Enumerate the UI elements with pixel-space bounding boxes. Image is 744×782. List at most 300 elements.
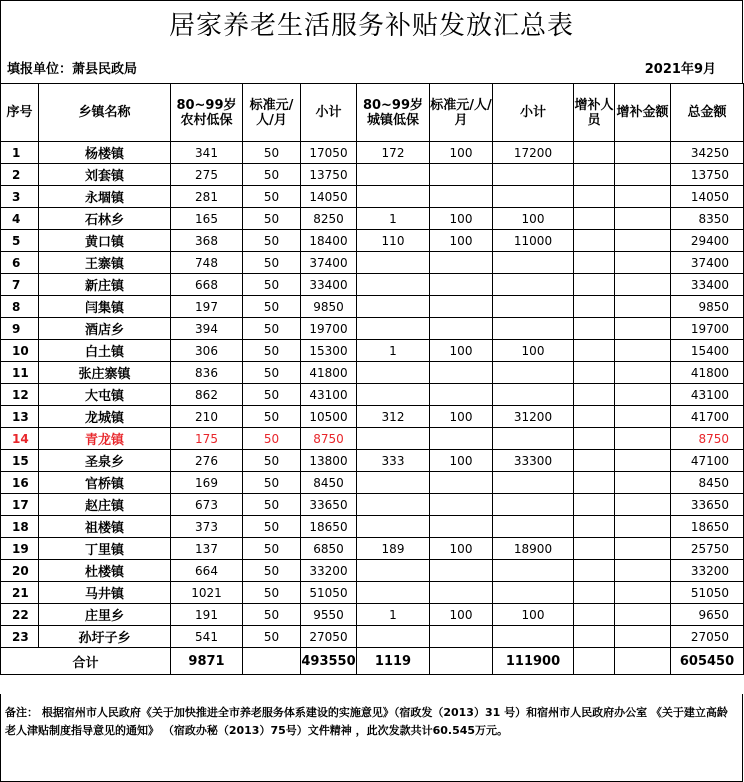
cell-rural-standard: 50	[243, 164, 301, 186]
cell-total: 41800	[671, 362, 744, 384]
cell-urban-subtotal: 100	[493, 340, 574, 362]
cell-rural-subtotal: 18650	[301, 516, 357, 538]
cell-urban-subtotal: 33300	[493, 450, 574, 472]
cell-total: 15400	[671, 340, 744, 362]
table-row	[1, 274, 744, 296]
cell-added-amount	[615, 582, 671, 604]
cell-added-people	[574, 208, 615, 230]
cell-urban-subtotal: 100	[493, 604, 574, 626]
table-row	[1, 164, 744, 186]
cell-total: 33400	[671, 274, 744, 296]
cell-urban-count: 1	[357, 340, 430, 362]
footnote: 备注： 根据宿州市人民政府《关于加快推进全市养老服务体系建设的实施意见》（宿政发（2013）31 号）和宿州市人民政府办公室 《关于建立高龄老人津贴制度指导意见的通知》 （宿政办秘（2013）75号）文件精神 ，此次发款共计60.545万元。	[0, 694, 743, 782]
cell-added-people	[574, 560, 615, 582]
cell-total: 29400	[671, 230, 744, 252]
cell-added-amount	[615, 318, 671, 340]
cell-rural-subtotal: 8750	[301, 428, 357, 450]
cell-added-amount	[615, 296, 671, 318]
cell-rural-subtotal: 18400	[301, 230, 357, 252]
table-row	[1, 230, 744, 252]
cell-total: 18650	[671, 516, 744, 538]
cell-total: 43100	[671, 384, 744, 406]
table-row	[1, 604, 744, 626]
cell-total: 9850	[671, 296, 744, 318]
table-row	[1, 252, 744, 274]
cell-seq: 8	[1, 296, 39, 318]
cell-added-amount	[615, 384, 671, 406]
cell-rural-subtotal: 17050	[301, 142, 357, 164]
cell-urban-subtotal	[493, 274, 574, 296]
cell-town: 丁里镇	[39, 538, 171, 560]
cell-urban-subtotal	[493, 582, 574, 604]
cell-rural-count: 373	[171, 516, 243, 538]
table-row	[1, 582, 744, 604]
cell-urban-standard	[430, 164, 493, 186]
cell-rural-subtotal: 9550	[301, 604, 357, 626]
cell-added-amount	[615, 142, 671, 164]
cell-rural-subtotal: 13750	[301, 164, 357, 186]
table-row	[1, 494, 744, 516]
cell-rural-subtotal: 8250	[301, 208, 357, 230]
cell-urban-count	[357, 274, 430, 296]
cell-rural-standard: 50	[243, 384, 301, 406]
cell-rural-subtotal: 33200	[301, 560, 357, 582]
cell-rural-subtotal: 27050	[301, 626, 357, 648]
cell-total: 8750	[671, 428, 744, 450]
cell-rural-standard: 50	[243, 428, 301, 450]
table-body	[1, 142, 744, 648]
cell-rural-subtotal: 14050	[301, 186, 357, 208]
cell-urban-standard	[430, 384, 493, 406]
cell-total: 37400	[671, 252, 744, 274]
total-urban-count: 1119	[357, 648, 430, 675]
cell-rural-subtotal: 6850	[301, 538, 357, 560]
cell-rural-standard: 50	[243, 142, 301, 164]
cell-urban-subtotal	[493, 516, 574, 538]
cell-urban-count	[357, 560, 430, 582]
table-row	[1, 142, 744, 164]
cell-rural-subtotal: 10500	[301, 406, 357, 428]
cell-rural-count: 175	[171, 428, 243, 450]
cell-town: 张庄寨镇	[39, 362, 171, 384]
cell-rural-subtotal: 9850	[301, 296, 357, 318]
cell-town: 酒店乡	[39, 318, 171, 340]
cell-seq: 22	[1, 604, 39, 626]
cell-total: 9650	[671, 604, 744, 626]
cell-added-amount	[615, 560, 671, 582]
cell-added-people	[574, 318, 615, 340]
table-row	[1, 516, 744, 538]
table-row	[1, 450, 744, 472]
cell-added-people	[574, 450, 615, 472]
cell-added-amount	[615, 340, 671, 362]
cell-urban-standard: 100	[430, 406, 493, 428]
total-urban-subtotal: 111900	[493, 648, 574, 675]
cell-rural-count: 276	[171, 450, 243, 472]
cell-town: 青龙镇	[39, 428, 171, 450]
cell-rural-standard: 50	[243, 186, 301, 208]
table-row	[1, 406, 744, 428]
cell-town: 黄口镇	[39, 230, 171, 252]
header-rural-standard: 标准元/人/月	[243, 84, 301, 142]
cell-rural-standard: 50	[243, 274, 301, 296]
cell-total: 33200	[671, 560, 744, 582]
cell-seq: 18	[1, 516, 39, 538]
cell-added-amount	[615, 604, 671, 626]
cell-urban-subtotal: 11000	[493, 230, 574, 252]
cell-urban-count	[357, 516, 430, 538]
cell-rural-standard: 50	[243, 472, 301, 494]
cell-rural-count: 394	[171, 318, 243, 340]
cell-urban-count: 172	[357, 142, 430, 164]
cell-added-amount	[615, 274, 671, 296]
header-town: 乡镇名称	[39, 84, 171, 142]
cell-rural-standard: 50	[243, 252, 301, 274]
total-urban-standard	[430, 648, 493, 675]
cell-rural-standard: 50	[243, 208, 301, 230]
report-date: 2021年9月	[644, 62, 716, 77]
cell-total: 25750	[671, 538, 744, 560]
cell-town: 新庄镇	[39, 274, 171, 296]
cell-urban-standard	[430, 274, 493, 296]
cell-urban-standard	[430, 252, 493, 274]
cell-urban-subtotal	[493, 318, 574, 340]
cell-rural-subtotal: 8450	[301, 472, 357, 494]
reporting-unit: 填报单位：萧县民政局	[7, 62, 138, 77]
cell-urban-standard	[430, 186, 493, 208]
cell-added-people	[574, 164, 615, 186]
cell-rural-standard: 50	[243, 494, 301, 516]
subheader	[0, 50, 743, 83]
cell-urban-count: 1	[357, 208, 430, 230]
cell-urban-standard: 100	[430, 230, 493, 252]
cell-seq: 14	[1, 428, 39, 450]
cell-urban-count	[357, 318, 430, 340]
table-row	[1, 208, 744, 230]
table-row	[1, 186, 744, 208]
cell-urban-standard: 100	[430, 208, 493, 230]
cell-added-amount	[615, 538, 671, 560]
cell-total: 13750	[671, 164, 744, 186]
cell-town: 石林乡	[39, 208, 171, 230]
cell-town: 永堌镇	[39, 186, 171, 208]
table-row	[1, 362, 744, 384]
cell-added-people	[574, 428, 615, 450]
cell-rural-count: 275	[171, 164, 243, 186]
cell-urban-count: 312	[357, 406, 430, 428]
cell-added-people	[574, 384, 615, 406]
cell-rural-standard: 50	[243, 604, 301, 626]
cell-seq: 15	[1, 450, 39, 472]
cell-rural-count: 862	[171, 384, 243, 406]
cell-added-amount	[615, 450, 671, 472]
header-added-people: 增补人员	[574, 84, 615, 142]
table-row	[1, 626, 744, 648]
cell-seq: 9	[1, 318, 39, 340]
cell-urban-count	[357, 362, 430, 384]
cell-rural-count: 169	[171, 472, 243, 494]
cell-added-amount	[615, 208, 671, 230]
header-seq: 序号	[1, 84, 39, 142]
cell-urban-standard: 100	[430, 604, 493, 626]
cell-total: 33650	[671, 494, 744, 516]
cell-added-amount	[615, 516, 671, 538]
cell-urban-count	[357, 384, 430, 406]
cell-urban-standard: 100	[430, 538, 493, 560]
cell-added-amount	[615, 428, 671, 450]
table-row	[1, 384, 744, 406]
cell-seq: 1	[1, 142, 39, 164]
cell-added-people	[574, 582, 615, 604]
cell-added-people	[574, 406, 615, 428]
cell-seq: 12	[1, 384, 39, 406]
cell-seq: 11	[1, 362, 39, 384]
cell-rural-count: 137	[171, 538, 243, 560]
cell-added-amount	[615, 186, 671, 208]
cell-total: 41700	[671, 406, 744, 428]
cell-urban-standard: 100	[430, 450, 493, 472]
cell-rural-count: 281	[171, 186, 243, 208]
cell-seq: 19	[1, 538, 39, 560]
cell-rural-standard: 50	[243, 516, 301, 538]
header-row	[1, 84, 744, 142]
cell-seq: 17	[1, 494, 39, 516]
cell-rural-standard: 50	[243, 230, 301, 252]
cell-added-amount	[615, 252, 671, 274]
cell-rural-count: 210	[171, 406, 243, 428]
cell-urban-subtotal	[493, 560, 574, 582]
cell-added-people	[574, 296, 615, 318]
cell-rural-standard: 50	[243, 318, 301, 340]
cell-urban-count: 333	[357, 450, 430, 472]
cell-total: 14050	[671, 186, 744, 208]
table-row	[1, 296, 744, 318]
cell-urban-standard	[430, 428, 493, 450]
cell-rural-standard: 50	[243, 406, 301, 428]
cell-rural-standard: 50	[243, 538, 301, 560]
cell-urban-subtotal	[493, 494, 574, 516]
cell-seq: 21	[1, 582, 39, 604]
cell-urban-count	[357, 582, 430, 604]
cell-town: 闫集镇	[39, 296, 171, 318]
cell-added-people	[574, 186, 615, 208]
cell-town: 赵庄镇	[39, 494, 171, 516]
cell-seq: 4	[1, 208, 39, 230]
cell-rural-count: 836	[171, 362, 243, 384]
cell-added-amount	[615, 362, 671, 384]
cell-town: 杨楼镇	[39, 142, 171, 164]
cell-town: 龙城镇	[39, 406, 171, 428]
cell-urban-standard	[430, 560, 493, 582]
cell-rural-subtotal: 15300	[301, 340, 357, 362]
header-total: 总金额	[671, 84, 744, 142]
cell-seq: 10	[1, 340, 39, 362]
cell-urban-count	[357, 164, 430, 186]
cell-seq: 6	[1, 252, 39, 274]
cell-rural-count: 541	[171, 626, 243, 648]
cell-total: 34250	[671, 142, 744, 164]
cell-rural-subtotal: 33650	[301, 494, 357, 516]
cell-seq: 3	[1, 186, 39, 208]
summary-table	[0, 83, 744, 675]
cell-urban-standard	[430, 626, 493, 648]
cell-urban-subtotal: 100	[493, 208, 574, 230]
cell-added-people	[574, 538, 615, 560]
cell-urban-count: 189	[357, 538, 430, 560]
table-row	[1, 318, 744, 340]
cell-urban-standard	[430, 494, 493, 516]
header-rural-count: 80~99岁农村低保	[171, 84, 243, 142]
header-urban-standard: 标准元/人/月	[430, 84, 493, 142]
header-added-amount: 增补金额	[615, 84, 671, 142]
cell-urban-subtotal: 31200	[493, 406, 574, 428]
cell-rural-standard: 50	[243, 362, 301, 384]
cell-added-amount	[615, 406, 671, 428]
cell-urban-subtotal	[493, 186, 574, 208]
cell-rural-count: 1021	[171, 582, 243, 604]
total-total: 605450	[671, 648, 744, 675]
cell-added-amount	[615, 626, 671, 648]
cell-urban-subtotal: 17200	[493, 142, 574, 164]
cell-rural-subtotal: 37400	[301, 252, 357, 274]
cell-town: 白土镇	[39, 340, 171, 362]
cell-rural-subtotal: 13800	[301, 450, 357, 472]
cell-seq: 13	[1, 406, 39, 428]
cell-rural-count: 664	[171, 560, 243, 582]
cell-urban-count	[357, 626, 430, 648]
cell-rural-count: 748	[171, 252, 243, 274]
total-label: 合计	[1, 648, 171, 675]
cell-added-amount	[615, 230, 671, 252]
cell-rural-standard: 50	[243, 560, 301, 582]
table-row	[1, 428, 744, 450]
cell-rural-count: 197	[171, 296, 243, 318]
cell-seq: 7	[1, 274, 39, 296]
cell-rural-count: 191	[171, 604, 243, 626]
table-row	[1, 340, 744, 362]
cell-added-people	[574, 472, 615, 494]
cell-total: 8350	[671, 208, 744, 230]
cell-added-people	[574, 516, 615, 538]
cell-town: 圣泉乡	[39, 450, 171, 472]
cell-seq: 16	[1, 472, 39, 494]
cell-urban-standard	[430, 362, 493, 384]
table-row	[1, 560, 744, 582]
cell-total: 27050	[671, 626, 744, 648]
cell-urban-subtotal	[493, 428, 574, 450]
cell-town: 马井镇	[39, 582, 171, 604]
cell-rural-count: 368	[171, 230, 243, 252]
cell-added-people	[574, 274, 615, 296]
cell-added-people	[574, 230, 615, 252]
cell-urban-standard	[430, 582, 493, 604]
cell-added-people	[574, 494, 615, 516]
cell-added-amount	[615, 164, 671, 186]
cell-urban-count: 110	[357, 230, 430, 252]
cell-total: 8450	[671, 472, 744, 494]
cell-town: 王寨镇	[39, 252, 171, 274]
cell-total: 19700	[671, 318, 744, 340]
cell-added-people	[574, 142, 615, 164]
header-urban-subtotal: 小计	[493, 84, 574, 142]
cell-seq: 5	[1, 230, 39, 252]
cell-urban-standard: 100	[430, 340, 493, 362]
cell-rural-subtotal: 19700	[301, 318, 357, 340]
table-row	[1, 472, 744, 494]
cell-town: 杜楼镇	[39, 560, 171, 582]
page-title: 居家养老生活服务补贴发放汇总表	[0, 0, 743, 50]
cell-rural-subtotal: 41800	[301, 362, 357, 384]
cell-town: 庄里乡	[39, 604, 171, 626]
cell-urban-count	[357, 472, 430, 494]
cell-rural-count: 668	[171, 274, 243, 296]
cell-added-people	[574, 604, 615, 626]
cell-rural-standard: 50	[243, 450, 301, 472]
cell-urban-subtotal	[493, 296, 574, 318]
cell-seq: 23	[1, 626, 39, 648]
cell-rural-count: 165	[171, 208, 243, 230]
cell-urban-count	[357, 296, 430, 318]
cell-rural-count: 341	[171, 142, 243, 164]
table-row	[1, 538, 744, 560]
cell-town: 孙圩子乡	[39, 626, 171, 648]
cell-seq: 2	[1, 164, 39, 186]
cell-urban-count	[357, 186, 430, 208]
cell-urban-subtotal	[493, 252, 574, 274]
cell-rural-subtotal: 43100	[301, 384, 357, 406]
cell-added-amount	[615, 494, 671, 516]
cell-urban-standard	[430, 516, 493, 538]
cell-rural-count: 673	[171, 494, 243, 516]
cell-rural-subtotal: 51050	[301, 582, 357, 604]
cell-added-people	[574, 340, 615, 362]
cell-rural-standard: 50	[243, 340, 301, 362]
cell-rural-standard: 50	[243, 582, 301, 604]
cell-seq: 20	[1, 560, 39, 582]
cell-urban-subtotal	[493, 384, 574, 406]
cell-urban-standard: 100	[430, 142, 493, 164]
cell-urban-subtotal: 18900	[493, 538, 574, 560]
cell-urban-standard	[430, 296, 493, 318]
cell-added-amount	[615, 472, 671, 494]
total-rural-standard	[243, 648, 301, 675]
total-rural-subtotal: 493550	[301, 648, 357, 675]
cell-urban-count	[357, 494, 430, 516]
cell-rural-standard: 50	[243, 296, 301, 318]
cell-town: 大屯镇	[39, 384, 171, 406]
cell-urban-subtotal	[493, 362, 574, 384]
total-added-people	[574, 648, 615, 675]
cell-rural-subtotal: 33400	[301, 274, 357, 296]
cell-urban-subtotal	[493, 164, 574, 186]
cell-urban-standard	[430, 318, 493, 340]
cell-added-people	[574, 252, 615, 274]
cell-urban-standard	[430, 472, 493, 494]
total-row	[1, 648, 744, 675]
cell-town: 官桥镇	[39, 472, 171, 494]
cell-urban-count: 1	[357, 604, 430, 626]
cell-urban-subtotal	[493, 472, 574, 494]
cell-urban-subtotal	[493, 626, 574, 648]
cell-rural-count: 306	[171, 340, 243, 362]
total-added-amount	[615, 648, 671, 675]
cell-added-people	[574, 626, 615, 648]
header-urban-count: 80~99岁城镇低保	[357, 84, 430, 142]
cell-town: 祖楼镇	[39, 516, 171, 538]
cell-town: 刘套镇	[39, 164, 171, 186]
cell-total: 51050	[671, 582, 744, 604]
cell-total: 47100	[671, 450, 744, 472]
